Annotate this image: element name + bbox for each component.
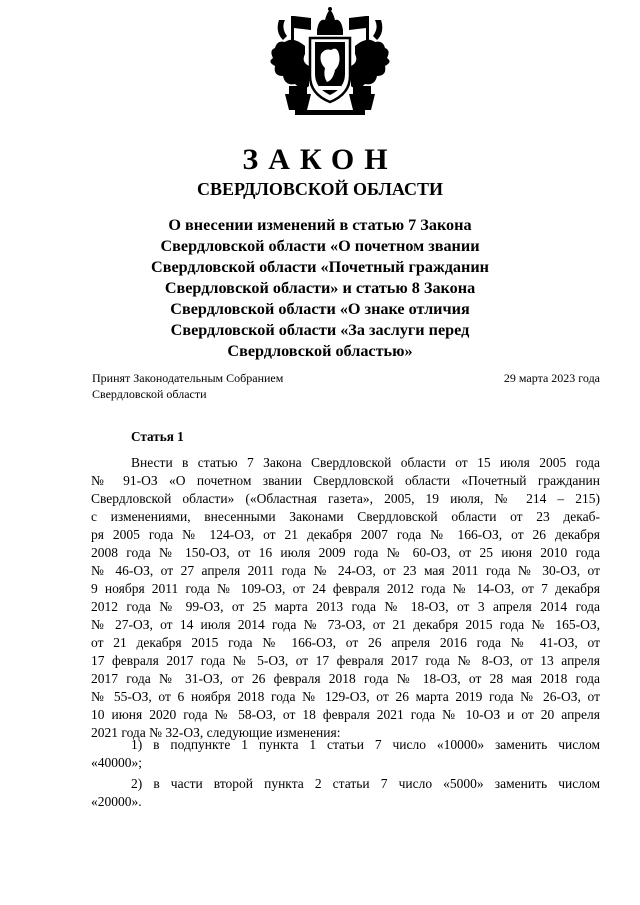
griffin-left-icon bbox=[270, 20, 311, 110]
paragraph-line: 2012 года № 99-ОЗ, от 25 марта 2013 года № 18-ОЗ, от 3 апреля 2014 года bbox=[91, 599, 600, 614]
paragraph-line: № 55-ОЗ, от 6 ноября 2018 года № 129-ОЗ, от 26 марта 2019 года № 26-ОЗ, от bbox=[91, 689, 600, 704]
paragraph-line: 9 ноября 2011 года № 109-ОЗ, от 24 февраля 2012 года № 14-ОЗ, от 7 декабря bbox=[91, 581, 600, 596]
paragraph-line: 2) в части второй пункта 2 статьи 7 число «5000» заменить числом bbox=[131, 776, 600, 791]
paragraph-line: 2021 года № 32-ОЗ, следующие изменения: bbox=[91, 725, 341, 740]
paragraph-line: 17 февраля 2017 года № 5-ОЗ, от 17 февраля 2017 года № 8-ОЗ, от 13 апреля bbox=[91, 653, 600, 668]
law-name-line: О внесении изменений в статью 7 Закона bbox=[168, 216, 472, 234]
paragraph-line: 2017 года № 31-ОЗ, от 26 февраля 2018 года № 18-ОЗ, от 28 мая 2018 года bbox=[91, 671, 600, 686]
griffin-right-icon bbox=[349, 20, 390, 110]
law-name bbox=[150, 215, 490, 362]
article-main-paragraph bbox=[91, 454, 600, 742]
paragraph-line: Свердловской области» («Областная газета», 2005, 19 июля, № 214 – 215) bbox=[91, 491, 600, 506]
paragraph-line: с изменениями, внесенными Законами Свердловской области от 23 декаб- bbox=[91, 509, 600, 524]
adopted-by-line: Свердловской области bbox=[92, 387, 207, 401]
law-name-line: Свердловской областью» bbox=[227, 342, 413, 360]
document-subtitle: СВЕРДЛОВСКОЙ ОБЛАСТИ bbox=[197, 179, 443, 199]
paragraph-line: 2008 года № 150-ОЗ, от 16 июля 2009 года № 60-ОЗ, от 25 июня 2010 года bbox=[91, 545, 600, 560]
adoption-date: 29 марта 2023 года bbox=[503, 371, 600, 385]
paragraph-line: 10 июня 2020 года № 58-ОЗ, от 18 февраля 2021 года № 10-ОЗ и от 20 апреля bbox=[91, 707, 600, 722]
adopted-by-line: Принят Законодательным Собранием bbox=[92, 371, 284, 385]
crown-icon bbox=[317, 7, 343, 35]
paragraph-line: от 21 декабря 2015 года № 166-ОЗ, от 26 апреля 2016 года № 41-ОЗ, от bbox=[91, 635, 600, 650]
law-name-line: Свердловской области «За заслуги перед bbox=[170, 321, 470, 339]
law-name-line: Свердловской области» и статью 8 Закона bbox=[164, 279, 476, 297]
paragraph-line: Внести в статью 7 Закона Свердловской области от 15 июля 2005 года bbox=[131, 455, 600, 470]
law-name-line: Свердловской области «О знаке отличия bbox=[170, 300, 470, 318]
adopted-by bbox=[92, 370, 283, 402]
paragraph-line: «20000». bbox=[91, 794, 142, 809]
paragraph-line: № 46-ОЗ, от 27 апреля 2011 года № 24-ОЗ, от 23 мая 2011 года № 30-ОЗ, от bbox=[91, 563, 600, 578]
article-item-1 bbox=[91, 736, 600, 772]
paragraph-line: № 27-ОЗ, от 14 июля 2014 года № 73-ОЗ, от 21 декабря 2015 года № 165-ОЗ, bbox=[91, 617, 600, 632]
document-title: ЗАКОН bbox=[242, 143, 398, 176]
paragraph-line: ря 2005 года № 124-ОЗ, от 21 декабря 2007 года № 166-ОЗ, от 26 декабря bbox=[91, 527, 600, 542]
paragraph-line: «40000»; bbox=[91, 755, 143, 770]
paragraph-line: № 91-ОЗ «О почетном звании Свердловской области «Почетный гражданин bbox=[91, 473, 600, 488]
law-name-line: Свердловской области «Почетный гражданин bbox=[151, 258, 489, 276]
law-name-line: Свердловской области «О почетном звании bbox=[160, 237, 480, 255]
paragraph-line: 1) в подпункте 1 пункта 1 статьи 7 число «10000» заменить числом bbox=[131, 737, 600, 752]
coat-of-arms-emblem bbox=[255, 6, 405, 118]
article-heading: Статья 1 bbox=[131, 429, 184, 444]
article-item-2 bbox=[91, 775, 600, 811]
